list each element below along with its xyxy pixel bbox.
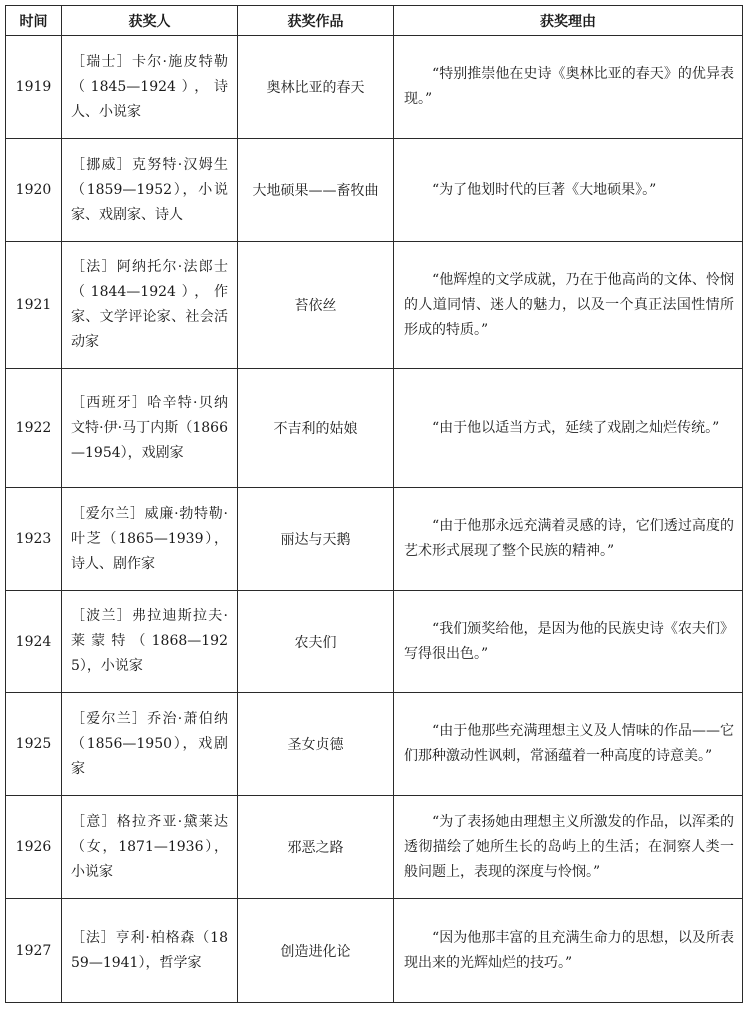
header-reason: 获奖理由	[394, 6, 743, 36]
table-row	[6, 693, 743, 796]
cell-winner: ［爱尔兰］乔治·萧伯纳（1856—1950），戏剧家	[62, 693, 238, 796]
cell-winner: ［瑞士］卡尔·施皮特勒（1845—1924），诗人、小说家	[62, 36, 238, 139]
cell-winner: ［意］格拉齐亚·黛莱达（女，1871—1936），小说家	[62, 796, 238, 899]
cell-reason: “我们颁奖给他，是因为他的民族史诗《农夫们》写得很出色。”	[394, 591, 743, 693]
cell-reason: “由于他那些充满理想主义及人情味的作品——它们那种激动性讽刺，常涵蕴着一种高度的诗意美。”	[394, 693, 743, 796]
cell-reason: “他辉煌的文学成就，乃在于他高尚的文体、怜悯的人道同情、迷人的魅力，以及一个真正法国性情所形成的特质。”	[394, 242, 743, 369]
cell-year: 1924	[6, 591, 62, 693]
table-row	[6, 591, 743, 693]
cell-reason: “由于他那永远充满着灵感的诗，它们透过高度的艺术形式展现了整个民族的精神。”	[394, 488, 743, 591]
cell-year: 1920	[6, 139, 62, 242]
header-winner: 获奖人	[62, 6, 238, 36]
cell-work: 创造进化论	[238, 899, 394, 1003]
table-row	[6, 488, 743, 591]
header-work: 获奖作品	[238, 6, 394, 36]
cell-year: 1921	[6, 242, 62, 369]
cell-year: 1922	[6, 369, 62, 488]
table-row	[6, 36, 743, 139]
cell-work: 邪恶之路	[238, 796, 394, 899]
header-year: 时间	[6, 6, 62, 36]
cell-work: 大地硕果——畜牧曲	[238, 139, 394, 242]
cell-reason: “因为他那丰富的且充满生命力的思想，以及所表现出来的光辉灿烂的技巧。”	[394, 899, 743, 1003]
cell-reason: “特别推崇他在史诗《奥林比亚的春天》的优异表现。”	[394, 36, 743, 139]
table-header-row	[6, 6, 743, 36]
cell-year: 1919	[6, 36, 62, 139]
cell-year: 1927	[6, 899, 62, 1003]
cell-work: 圣女贞德	[238, 693, 394, 796]
cell-reason: “由于他以适当方式，延续了戏剧之灿烂传统。”	[394, 369, 743, 488]
cell-winner: ［法］亨利·柏格森（1859—1941），哲学家	[62, 899, 238, 1003]
cell-work: 苔依丝	[238, 242, 394, 369]
cell-reason: “为了表扬她由理想主义所激发的作品，以浑柔的透彻描绘了她所生长的岛屿上的生活；在洞察人类一般问题上，表现的深度与怜悯。”	[394, 796, 743, 899]
nobel-literature-table	[5, 5, 743, 1003]
cell-work: 农夫们	[238, 591, 394, 693]
table-row	[6, 369, 743, 488]
table-row	[6, 899, 743, 1003]
cell-reason: “为了他划时代的巨著《大地硕果》。”	[394, 139, 743, 242]
table-row	[6, 242, 743, 369]
cell-work: 丽达与天鹅	[238, 488, 394, 591]
cell-winner: ［波兰］弗拉迪斯拉夫·莱蒙特（1868—1925），小说家	[62, 591, 238, 693]
cell-work: 奥林比亚的春天	[238, 36, 394, 139]
cell-winner: ［爱尔兰］威廉·勃特勒·叶芝（1865—1939），诗人、剧作家	[62, 488, 238, 591]
cell-year: 1923	[6, 488, 62, 591]
cell-work: 不吉利的姑娘	[238, 369, 394, 488]
cell-winner: ［法］阿纳托尔·法郎士（1844—1924），作家、文学评论家、社会活动家	[62, 242, 238, 369]
cell-year: 1926	[6, 796, 62, 899]
table-row	[6, 139, 743, 242]
cell-winner: ［西班牙］哈辛特·贝纳文特·伊·马丁内斯（1866—1954），戏剧家	[62, 369, 238, 488]
table-row	[6, 796, 743, 899]
cell-winner: ［挪威］克努特·汉姆生（1859—1952），小说家、戏剧家、诗人	[62, 139, 238, 242]
cell-year: 1925	[6, 693, 62, 796]
